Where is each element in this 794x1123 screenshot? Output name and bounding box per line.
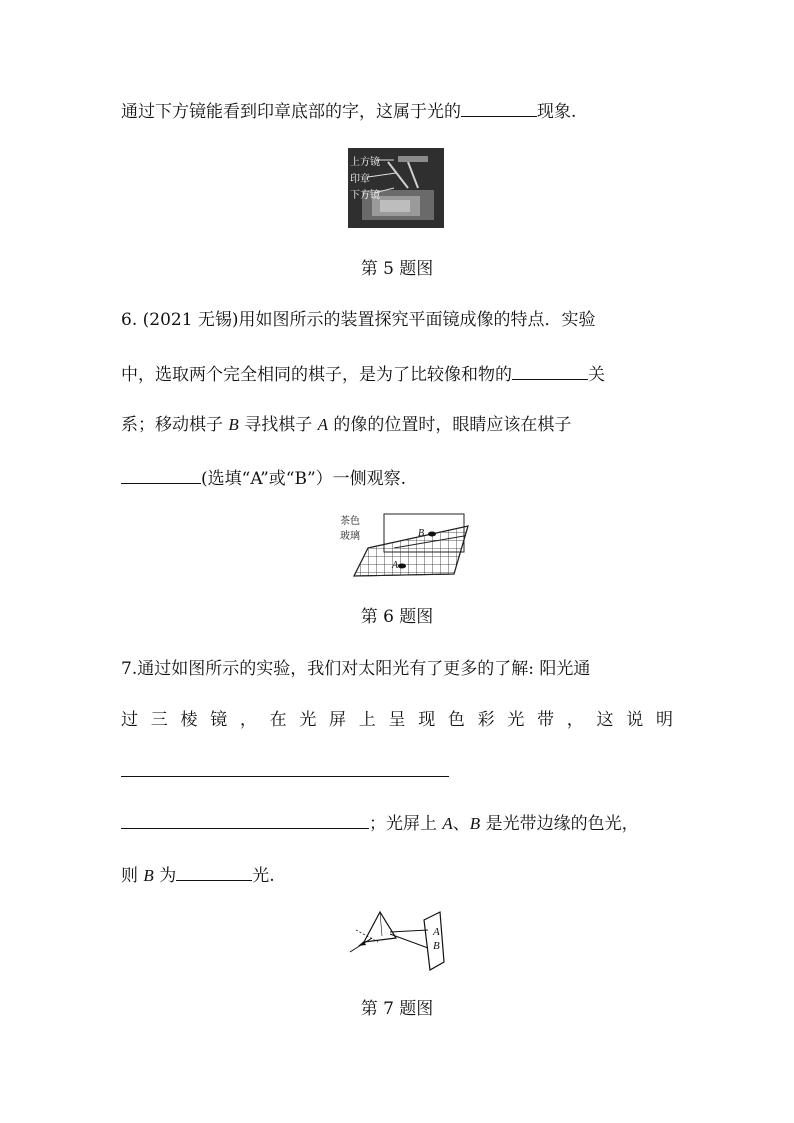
q7-char: 色 bbox=[447, 710, 465, 730]
q6-answer-blank-1[interactable] bbox=[512, 361, 588, 380]
q7-char: 在 bbox=[269, 710, 287, 730]
q7-char: ， bbox=[566, 710, 584, 730]
q7-figure bbox=[344, 908, 450, 972]
q7-answer-blank-3[interactable] bbox=[176, 862, 252, 881]
q6-label-tea-1: 茶色 bbox=[340, 516, 360, 527]
q7-char: 带 bbox=[537, 710, 555, 730]
q6-caption: 第 6 题图 bbox=[360, 607, 434, 627]
q6-label-A: A bbox=[392, 560, 399, 571]
q6-line3-A: A bbox=[317, 415, 328, 434]
q6-answer-blank-2[interactable] bbox=[121, 465, 201, 484]
q6-line-1: 6. (2021 无锡)用如图所示的装置探究平面镜成像的特点．实验 bbox=[121, 310, 596, 330]
q6-line3-c: 的像的位置时，眼睛应该在棋子 bbox=[328, 415, 572, 435]
q7-line-2 bbox=[121, 708, 673, 732]
q6-label-B: B bbox=[418, 528, 425, 539]
q6-line2-tail: 关 bbox=[588, 365, 605, 385]
q6-line3-B: B bbox=[228, 415, 239, 434]
q5-answer-blank[interactable] bbox=[461, 98, 537, 117]
q6-line-4 bbox=[121, 465, 406, 491]
q6-line3-b: 寻找棋子 bbox=[238, 415, 318, 435]
q5-line bbox=[121, 98, 576, 124]
q7-char: 说 bbox=[626, 710, 644, 730]
q6-line3-a: 系；移动棋子 bbox=[121, 415, 229, 435]
q7-char: 三 bbox=[150, 710, 168, 730]
q5-label-lower-mirror: 下方镜 bbox=[350, 190, 380, 201]
q5-text: 通过下方镜能看到印章底部的字，这属于光的 bbox=[121, 102, 461, 122]
q7-answer-blank-2[interactable] bbox=[121, 810, 369, 829]
q7-line5-B: B bbox=[143, 866, 154, 885]
q5-label-seal: 印章 bbox=[350, 174, 370, 185]
q7-char: 光 bbox=[299, 710, 317, 730]
q7-char: 明 bbox=[655, 710, 673, 730]
q5-label-upper-mirror: 上方镜 bbox=[350, 157, 380, 168]
q6-label-tea-2: 玻璃 bbox=[340, 531, 360, 542]
q7-char: 这 bbox=[596, 710, 614, 730]
q5-tail: 现象. bbox=[537, 102, 577, 122]
q6-line-3 bbox=[121, 413, 571, 437]
q7-char: 镜 bbox=[210, 710, 228, 730]
q7-line4-B: B bbox=[469, 814, 481, 833]
q6-line-2 bbox=[121, 361, 605, 387]
q7-line4-c: 是光带边缘的色光， bbox=[480, 814, 639, 834]
q6-line2-text: 中，选取两个完全相同的棋子，是为了比较像和物的 bbox=[121, 365, 512, 385]
q5-caption: 第 5 题图 bbox=[360, 259, 434, 279]
q5-photo bbox=[348, 148, 444, 228]
q7-line5-a: 则 bbox=[121, 866, 144, 886]
q7-caption: 第 7 题图 bbox=[360, 999, 434, 1019]
q6-line4-text: (选填“A”或“B”）一侧观察. bbox=[201, 469, 407, 489]
q7-line4-a: ；光屏上 bbox=[369, 814, 443, 834]
q7-line-4 bbox=[121, 810, 639, 836]
q7-label-A: A bbox=[433, 926, 440, 938]
q7-answer-blank-1[interactable] bbox=[121, 776, 449, 777]
q7-char: 彩 bbox=[477, 710, 495, 730]
q7-line4-A: A bbox=[442, 814, 453, 833]
q7-char: 现 bbox=[418, 710, 436, 730]
q7-char: 上 bbox=[358, 710, 376, 730]
q7-char: 呈 bbox=[388, 710, 406, 730]
q7-char: 过 bbox=[121, 710, 138, 730]
q7-char: ， bbox=[239, 710, 257, 730]
q7-line4-b: 、 bbox=[452, 814, 470, 834]
q6-figure bbox=[336, 508, 476, 580]
q7-char: 屏 bbox=[329, 710, 347, 730]
q7-line-1: 7.通过如图所示的实验，我们对太阳光有了更多的了解: 阳光通 bbox=[121, 659, 591, 679]
q7-label-B: B bbox=[433, 940, 440, 952]
q7-line-5 bbox=[121, 862, 275, 888]
q7-line5-c: 光. bbox=[252, 866, 275, 886]
q7-char: 棱 bbox=[180, 710, 198, 730]
q7-line5-b: 为 bbox=[153, 866, 177, 886]
q7-char: 光 bbox=[507, 710, 525, 730]
